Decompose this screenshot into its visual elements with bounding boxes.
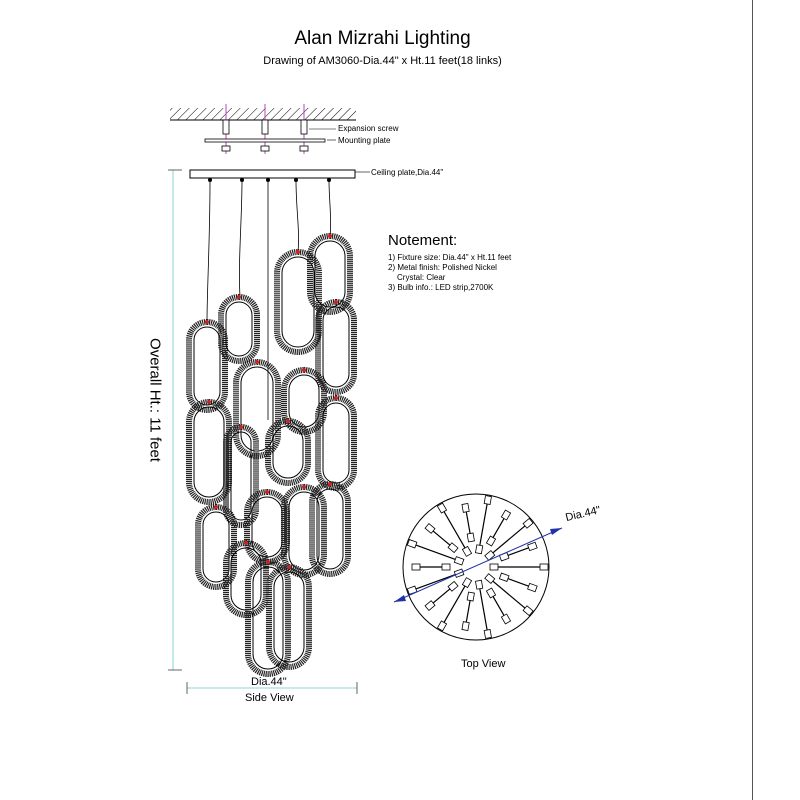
mount-detail bbox=[170, 104, 356, 154]
page-title: Alan Mizrahi Lighting bbox=[294, 28, 471, 49]
link-end-cap bbox=[462, 503, 469, 512]
ceiling-plate bbox=[190, 170, 355, 178]
mounting-plate bbox=[205, 139, 325, 142]
ceiling-plate-label: Ceiling plate,Dia.44" bbox=[371, 168, 444, 177]
top-view-link bbox=[430, 586, 453, 605]
top-view-links bbox=[407, 496, 548, 639]
link-end-cap bbox=[490, 564, 498, 570]
link-joint bbox=[286, 419, 290, 423]
link-end-cap bbox=[528, 583, 538, 591]
top-view-link bbox=[466, 597, 471, 627]
link-joint bbox=[255, 360, 259, 364]
expansion-screw-label: Expansion screw bbox=[338, 124, 399, 133]
ceiling-hatch bbox=[170, 108, 356, 120]
top-view-drawing bbox=[394, 494, 562, 640]
link-end-cap bbox=[462, 622, 469, 631]
chain-link-inner bbox=[273, 426, 303, 478]
side-view-label: Side View bbox=[245, 692, 294, 704]
link-end-cap bbox=[462, 578, 471, 588]
link-end-cap bbox=[442, 564, 450, 570]
top-view-link bbox=[466, 508, 471, 538]
link-end-cap bbox=[467, 592, 474, 601]
note-line: Crystal: Clear bbox=[397, 273, 446, 282]
link-joint bbox=[328, 482, 332, 486]
link-end-cap bbox=[501, 510, 510, 520]
link-end-cap bbox=[484, 630, 491, 639]
link-joint bbox=[266, 560, 270, 564]
link-end-cap bbox=[475, 580, 482, 589]
link-joint bbox=[302, 368, 306, 372]
note-line: 3) Bulb info.: LED strip,2700K bbox=[388, 283, 494, 292]
top-view-label: Top View bbox=[461, 658, 506, 670]
note-line: 2) Metal finish: Polished Nickel bbox=[388, 263, 497, 272]
link-end-cap bbox=[486, 588, 495, 598]
mounting-plate-label: Mounting plate bbox=[338, 136, 391, 145]
chain-link-inner bbox=[226, 302, 252, 356]
top-view-link bbox=[430, 528, 453, 547]
overall-height-label: Overall Ht.: 11 feet bbox=[146, 338, 164, 462]
notes-heading: Notement: bbox=[388, 232, 458, 249]
note-line: 1) Fixture size: Dia.44" x Ht.11 feet bbox=[388, 253, 512, 262]
chain-link-inner bbox=[194, 327, 220, 405]
notes-block bbox=[388, 232, 511, 293]
ceiling-plate-connectors bbox=[208, 178, 331, 182]
link-joint bbox=[214, 505, 218, 509]
link-joint bbox=[296, 250, 300, 254]
top-view-link bbox=[491, 515, 506, 541]
top-diameter-label: Dia.44" bbox=[564, 504, 602, 524]
link-end-cap bbox=[475, 545, 482, 554]
chain-link bbox=[268, 421, 308, 483]
link-end-cap bbox=[528, 542, 538, 550]
link-end-cap bbox=[540, 564, 548, 570]
page-subtitle: Drawing of AM3060-Dia.44" x Ht.11 feet(18 links) bbox=[263, 55, 502, 67]
link-end-cap bbox=[407, 586, 417, 594]
top-view-link bbox=[504, 577, 532, 587]
chain-link-inner bbox=[323, 307, 349, 387]
chain-links bbox=[189, 234, 354, 674]
link-joint bbox=[328, 234, 332, 238]
link-joint bbox=[207, 400, 211, 404]
link-joint bbox=[287, 565, 291, 569]
link-joint bbox=[244, 541, 248, 545]
link-joint bbox=[334, 396, 338, 400]
link-joint bbox=[205, 320, 209, 324]
link-end-cap bbox=[501, 614, 510, 624]
side-dimensions bbox=[173, 170, 357, 688]
link-end-cap bbox=[462, 546, 471, 556]
side-width-label: Dia.44" bbox=[251, 676, 287, 688]
link-end-cap bbox=[486, 536, 495, 546]
link-joint bbox=[302, 485, 306, 489]
top-view-link bbox=[479, 500, 488, 549]
link-end-cap bbox=[484, 496, 491, 505]
link-end-cap bbox=[454, 557, 464, 565]
link-joint bbox=[239, 425, 243, 429]
link-end-cap bbox=[467, 533, 474, 542]
link-joint bbox=[237, 295, 241, 299]
link-end-cap bbox=[407, 540, 417, 548]
link-joint bbox=[334, 300, 338, 304]
link-joint bbox=[265, 490, 269, 494]
top-view-link bbox=[491, 593, 506, 619]
chain-link-inner bbox=[194, 407, 224, 497]
chain-link-inner bbox=[323, 403, 349, 483]
top-view-link bbox=[479, 585, 488, 634]
link-end-cap bbox=[412, 564, 420, 570]
link-end-cap bbox=[499, 573, 509, 581]
